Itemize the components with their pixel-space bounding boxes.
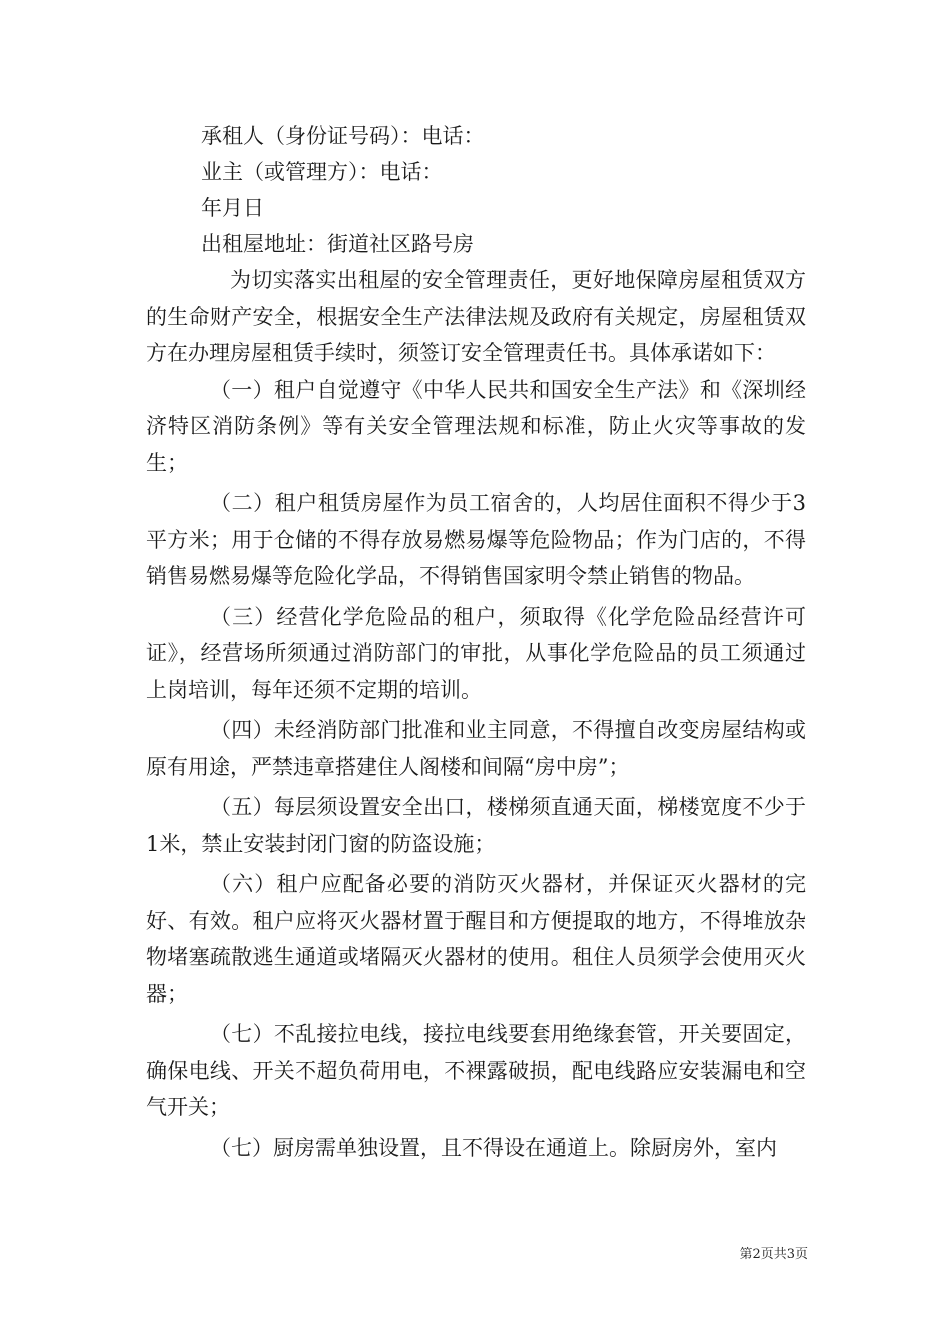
address-field: 出租屋地址：街道社区路号房 [201,232,474,256]
clause-1: （一）租户自觉遵守《中华人民共和国安全生产法》和《深圳经济特区消防条例》等有关安全管理法规和标准，防止火灾等事故的发生； [146,377,806,475]
page-number: 第2页共3页 [739,1247,808,1262]
clause-4: （四）未经消防部门批准和业主同意，不得擅自改变房屋结构或原有用途，严禁违章搭建住人阁楼和间隔“房中房”； [146,718,806,779]
clause-2: （二）租户租赁房屋作为员工宿舍的，人均居住面积不得少于3平方米；用于仓储的不得存放易燃易爆等危险物品；作为门店的，不得销售易燃易爆等危险化学品，不得销售国家明令禁止销售的物品。 [146,491,806,588]
clause-7: （七）不乱接拉电线，接拉电线要套用绝缘套管，开关要固定，确保电线、开关不超负荷用电，不裸露破损，配电线路应安装漏电和空气开关； [146,1022,806,1119]
intro-paragraph: 为切实落实出租屋的安全管理责任，更好地保障房屋租赁双方的生命财产安全，根据安全生产法律法规及政府有关规定，房屋租赁双方在办理房屋租赁手续时，须签订安全管理责任书。具体承诺如下： [146,268,806,365]
tenant-field: 承租人（身份证号码）：电话： [201,124,485,148]
date-field: 年月日 [201,196,264,220]
clause-8: （七）厨房需单独设置，且不得设在通道上。除厨房外，室内 [210,1135,777,1160]
clause-5: （五）每层须设置安全出口，楼梯须直通天面，梯楼宽度不少于1米，禁止安装封闭门窗的防盗设施； [146,795,806,856]
clause-6: （六）租户应配备必要的消防灭火器材，并保证灭火器材的完好、有效。租户应将灭火器材置于醒目和方便提取的地方，不得堆放杂物堵塞疏散逃生通道或堵隔灭火器材的使用。租住人员须学会使用灭火器； [146,872,806,1006]
owner-field: 业主（或管理方）：电话： [201,160,443,184]
clause-3: （三）经营化学危险品的租户，须取得《化学危险品经营许可证》，经营场所须通过消防部门的审批，从事化学危险品的员工须通过上岗培训，每年还须不定期的培训。 [146,604,806,702]
document-body [146,118,806,1170]
